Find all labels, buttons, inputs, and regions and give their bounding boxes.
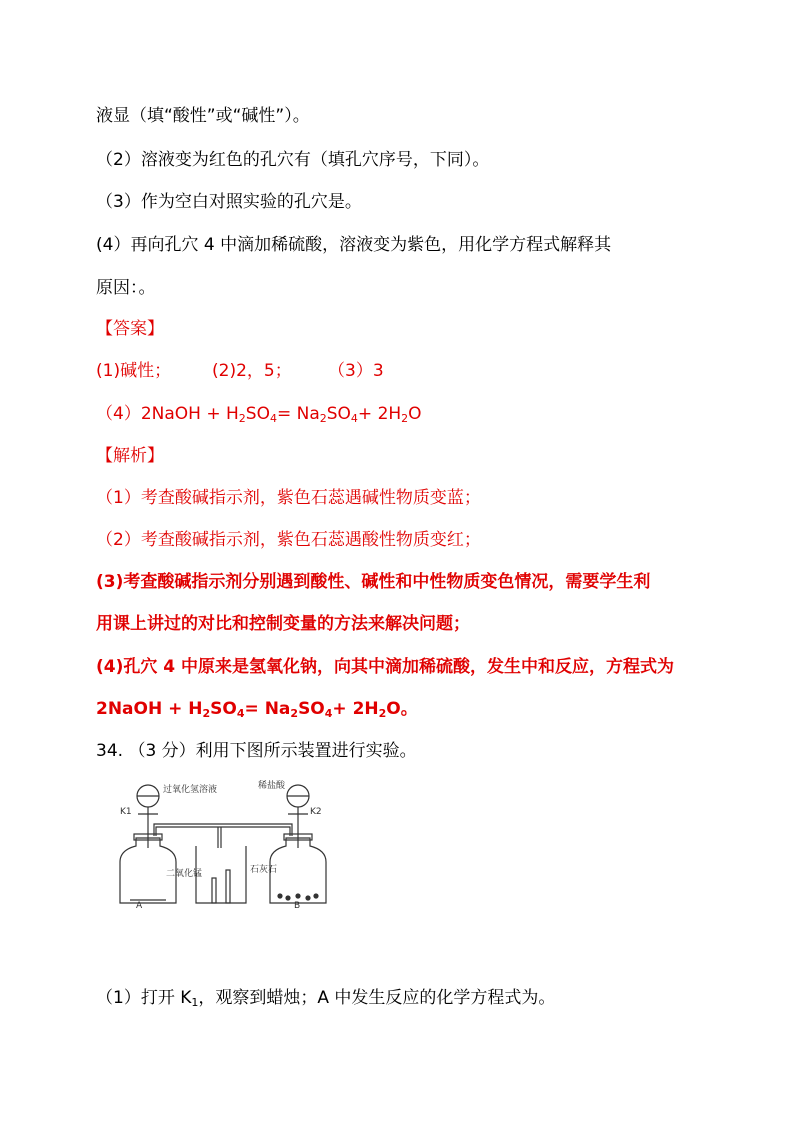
- funnel-b-label: 稀盐酸: [258, 781, 286, 791]
- valve-k2-label: K2: [310, 807, 322, 817]
- funnel-a-label: 过氧化氢溶液: [163, 785, 218, 795]
- analysis-4b: 2NaOH + $H_2SO_4= Na_2SO_4+ 2H_2O$。: [96, 699, 418, 720]
- flask-a-label: 二氧化锰: [166, 869, 203, 879]
- answer-header: 【答案】: [96, 319, 164, 339]
- answer-2: (2)2，5；: [212, 361, 292, 381]
- question-line-1: 液显（填“酸性”或“碱性”）。: [96, 106, 310, 126]
- valve-k1-label: K1: [120, 807, 132, 817]
- answer-1: (1)碱性；: [96, 361, 172, 381]
- analysis-header: 【解析】: [96, 446, 164, 466]
- answer-4-prefix: （4）: [96, 404, 141, 424]
- question-line-2: （2）溶液变为红色的孔穴有（填孔穴序号，下同）。: [96, 150, 490, 170]
- equation-1: 2NaOH + $H_2SO_4= Na_2SO_4+ 2H_2O$: [140, 404, 422, 425]
- question-34-part-1: （1）打开 $K_1$，观察到蜡烛；A 中发生反应的化学方程式为。: [96, 988, 556, 1009]
- analysis-4a: (4)孔穴 4 中原来是氢氧化钠，向其中滴加稀硫酸，发生中和反应，方程式为: [96, 657, 675, 677]
- answer-3: （3）3: [328, 361, 384, 381]
- analysis-3b: 用课上讲过的对比和控制变量的方法来解决问题；: [96, 614, 470, 634]
- question-line-4: (4）再向孔穴 4 中滴加稀硫酸，溶液变为紫色，用化学方程式解释其: [96, 235, 612, 255]
- candle-2-icon: [226, 870, 230, 903]
- analysis-1: （1）考查酸碱指示剂，紫色石蕊遇碱性物质变蓝；: [96, 488, 481, 508]
- analysis-3a: (3)考查酸碱指示剂分别遇到酸性、碱性和中性物质变色情况，需要学生利: [96, 572, 651, 592]
- beaker-icon: [196, 846, 246, 903]
- apparatus-figure: [108, 758, 368, 908]
- analysis-2: （2）考查酸碱指示剂，紫色石蕊遇酸性物质变红；: [96, 530, 481, 550]
- question-34-title: 34. （3 分）利用下图所示装置进行实验。: [96, 741, 417, 761]
- candle-1-icon: [212, 878, 216, 903]
- equation-2: 2NaOH + $H_2SO_4= Na_2SO_4+ 2H_2O$: [96, 699, 401, 720]
- question-line-3: （3）作为空白对照实验的孔穴是。: [96, 192, 362, 212]
- answer-4: [96, 402, 422, 426]
- question-line-5: 原因：。: [96, 278, 156, 298]
- label-a: A: [136, 901, 143, 908]
- flask-b-label: 石灰石: [250, 865, 278, 875]
- label-b: B: [294, 901, 301, 908]
